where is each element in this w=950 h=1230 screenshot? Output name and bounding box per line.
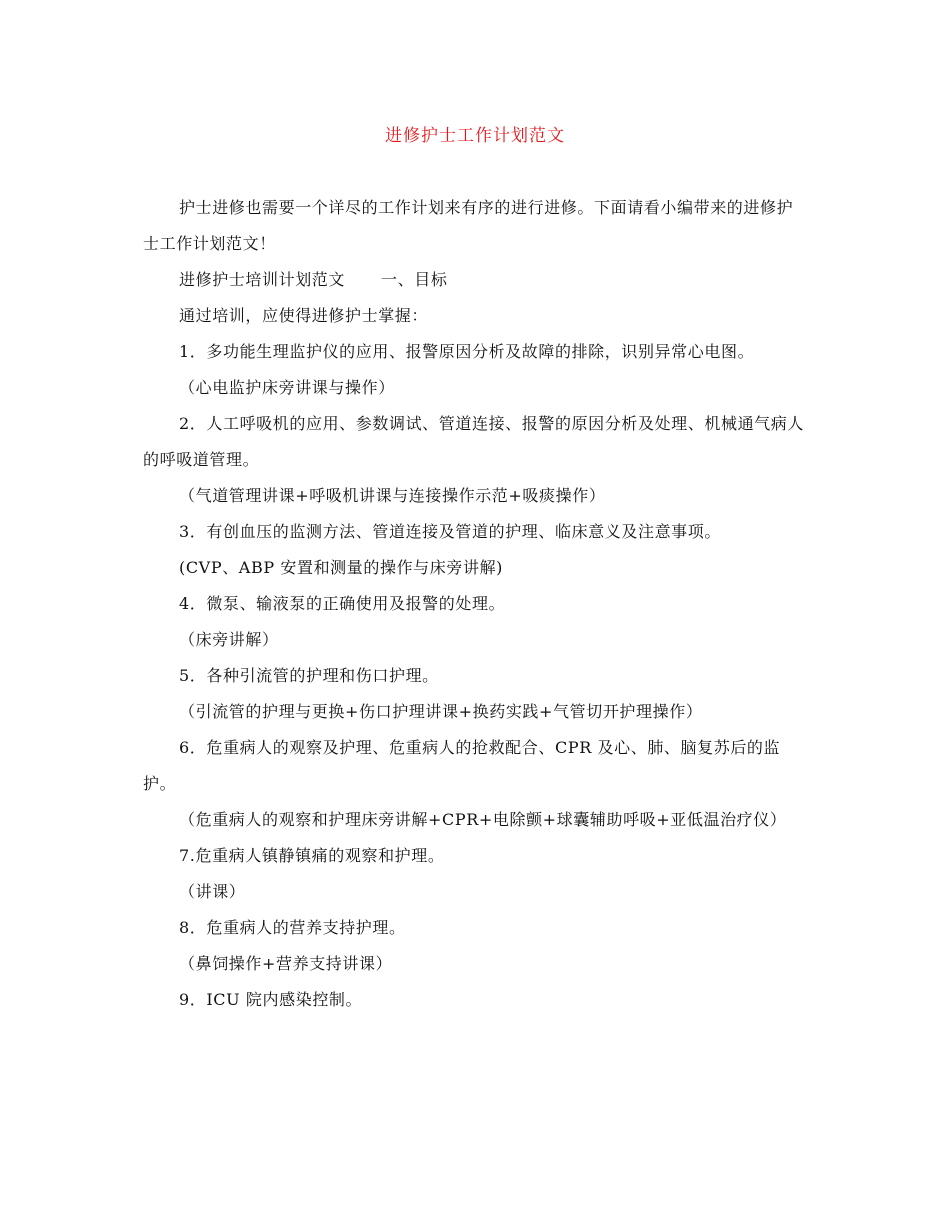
item-4: 4．微泵、输液泵的正确使用及报警的处理。 [179, 594, 506, 613]
item-6-method: （危重病人的观察和护理床旁讲解+CPR+电除颤+球囊辅助呼吸+亚低温治疗仪） [179, 810, 787, 829]
document-title: 进修护士工作计划范文 [385, 126, 565, 146]
item-7: 7.危重病人镇静镇痛的观察和护理。 [179, 846, 445, 865]
item-3: 3．有创血压的监测方法、管道连接及管道的护理、临床意义及注意事项。 [179, 522, 721, 541]
item-1-method: （心电监护床旁讲课与操作） [179, 378, 395, 397]
item-5-method: （引流管的护理与更换+伤口护理讲课+换药实践+气管切开护理操作） [179, 702, 703, 721]
item-8-method: （鼻饲操作+营养支持讲课） [179, 954, 393, 973]
section-heading-goals: 一、目标 [381, 270, 448, 289]
item-3-method: (CVP、ABP 安置和测量的操作与床旁讲解) [179, 558, 504, 577]
goals-lead: 通过培训，应使得进修护士掌握： [179, 306, 429, 325]
item-2-method: （气道管理讲课+呼吸机讲课与连接操作示范+吸痰操作） [179, 486, 606, 505]
item-1: 1．多功能生理监护仪的应用、报警原因分析及故障的排除，识别异常心电图。 [179, 342, 755, 361]
item-6: 6．危重病人的观察及护理、危重病人的抢救配合、CPR 及心、肺、脑复苏后的监护。 [143, 738, 781, 793]
item-7-method: （讲课） [179, 882, 246, 901]
document-body [143, 190, 807, 1018]
item-8: 8．危重病人的营养支持护理。 [179, 918, 406, 937]
item-4-method: （床旁讲解） [179, 630, 279, 649]
item-2: 2．人工呼吸机的应用、参数调试、管道连接、报警的原因分析及处理、机械通气病人的呼吸道管理。 [143, 414, 804, 469]
plan-subtitle: 进修护士培训计划范文 [179, 270, 346, 289]
item-5: 5．各种引流管的护理和伤口护理。 [179, 666, 439, 685]
item-9: 9．ICU 院内感染控制。 [179, 990, 363, 1009]
intro-paragraph: 护士进修也需要一个详尽的工作计划来有序的进行进修。下面请看小编带来的进修护士工作计划范文！ [143, 198, 794, 253]
section-heading-line [143, 262, 807, 298]
